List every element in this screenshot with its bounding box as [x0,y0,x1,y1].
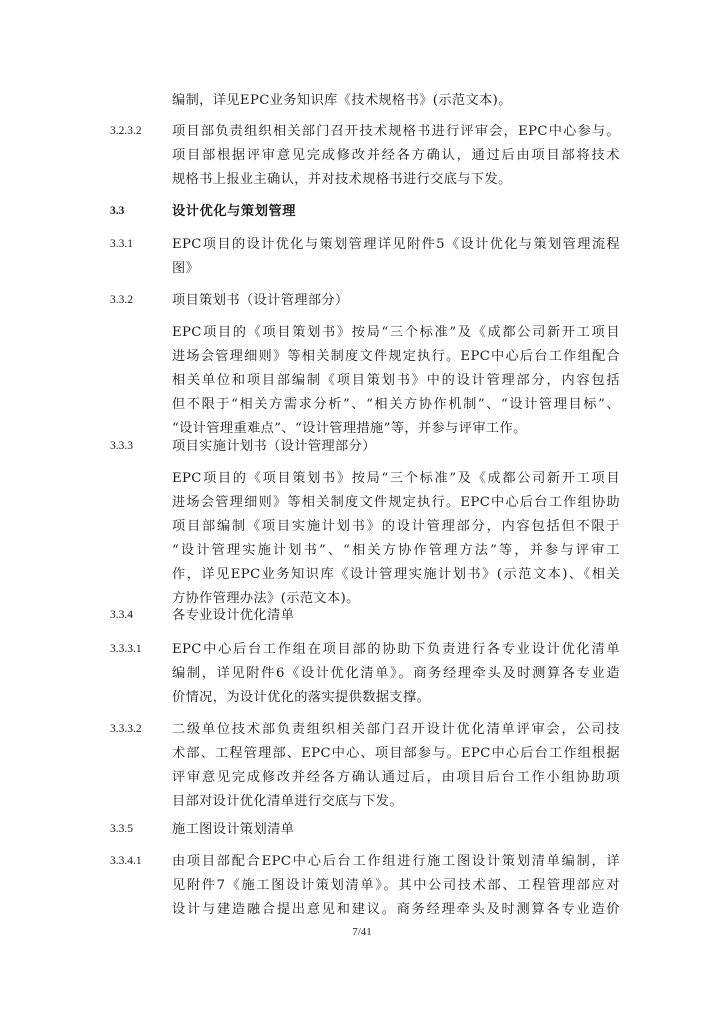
paragraph-text: EPC项目的《项目策划书》按局“三个标准”及《成都公司新开工项目 进场会管理细则》等相关制度文件规定执行。EPC中心后台工作组配合 相关单位和项目部编制《项目策划书》中的设计管理部分，内容包括 但不限于“相关方需求分析”、“相关方协作机制”、“设计管理目标”、 “设计管理重难点”、“设计管理措施”等，并参与评审工作。 [172,325,620,436]
clause-number: 3.3.5 [110,823,133,835]
clause-number: 3.3.1 [110,238,133,250]
clause-number: 3.2.3.2 [110,125,142,137]
clause-number: 3.3.4 [110,609,133,621]
clause-number: 3.3.2 [110,294,133,306]
clause-text: 二级单位技术部负责组织相关部门召开设计优化清单评审会，公司技 术部、工程管理部、EPC中心、项目部参与。EPC中心后台工作组根据 评审意见完成修改并经各方确认通过后，由项目后台工作小组协助项 目部对设计优化清单进行交底与下发。 [172,722,620,809]
clause-text: 由项目部配合EPC中心后台工作组进行施工图设计策划清单编制，详 见附件7《施工图设计策划清单》。其中公司技术部、工程管理部应对 设计与建造融合提出意见和建议。商务经理牵头及时测算各专业造价 [172,854,620,917]
section-number: 3.3 [110,205,125,217]
page-number: 7/41 [352,926,372,938]
subsection-title: 各专业设计优化清单 [172,608,295,623]
clause-text: EPC中心后台工作组在项目部的协助下负责进行各专业设计优化清单 编制，详见附件6《设计优化清单》。商务经理牵头及时测算各专业造 价情况，为设计优化的落实提供数据支撑。 [172,642,620,705]
subsection-title: 项目实施计划书（设计管理部分） [172,439,376,454]
clause-number: 3.3.4.1 [110,855,142,867]
section-title: 设计优化与策划管理 [172,204,297,219]
clause-text: EPC项目的设计优化与策划管理详见附件5《设计优化与策划管理流程 图》 [172,237,620,276]
paragraph-text: 编制，详见EPC业务知识库《技术规格书》(示范文本)。 [172,93,512,108]
clause-number: 3.3.3.1 [110,643,142,655]
paragraph-text: EPC项目的《项目策划书》按局“三个标准”及《成都公司新开工项目 进场会管理细则》等相关制度文件规定执行。EPC中心后台工作组协助 项目部编制《项目实施计划书》的设计管理部分，内容包括但不限于 “设计管理实施计划书”、“相关方协作管理方法”等，并参与评审工 作，详见EPC业务知识库《设计管理实施计划书》(示范文本)、《相关 方协作管理办法》(示范文本)。 [172,471,620,606]
clause-number: 3.3.3.2 [110,723,142,735]
clause-text: 项目部负责组织相关部门召开技术规格书进行评审会，EPC中心参与。 项目部根据评审意见完成修改并经各方确认，通过后由项目部将技术 规格书上报业主确认，并对技术规格书进行交底与下发。 [172,124,620,187]
clause-number: 3.3.3 [110,440,133,452]
subsection-title: 项目策划书（设计管理部分） [172,293,349,308]
subsection-title: 施工图设计策划清单 [172,822,295,837]
